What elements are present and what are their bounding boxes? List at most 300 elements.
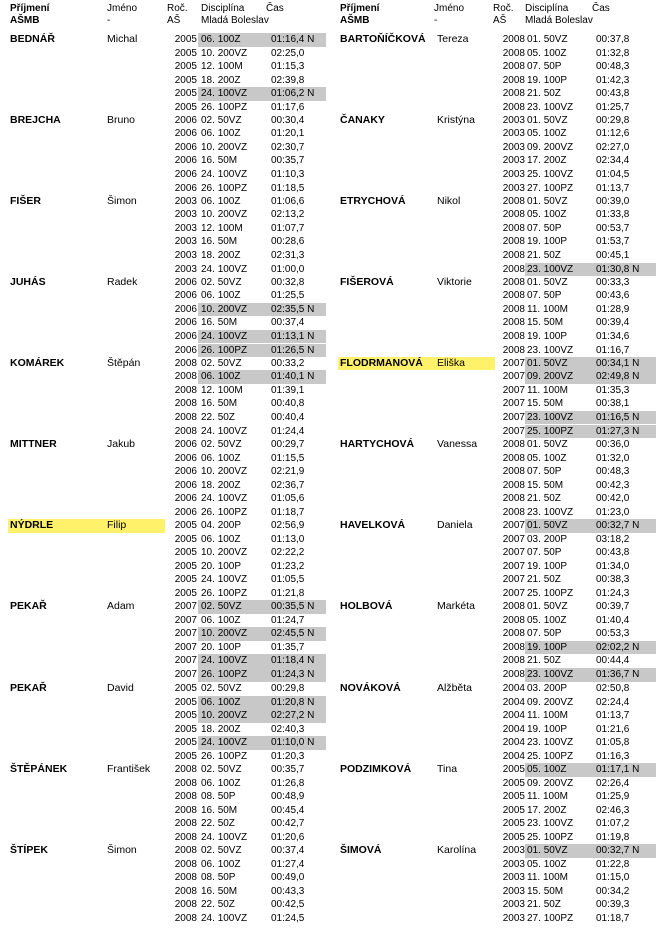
result-time: 00:28,6 bbox=[271, 236, 305, 248]
result-year: 2003 bbox=[174, 209, 197, 221]
result-year: 2005 bbox=[174, 723, 197, 735]
result-discipline: 50VZ bbox=[543, 276, 568, 288]
result-discipline: 100VZ bbox=[543, 411, 574, 423]
result-time: 02:13,2 bbox=[271, 209, 305, 221]
result-event bbox=[527, 33, 568, 47]
result-event bbox=[201, 723, 240, 737]
result-time: 01:12,6 bbox=[596, 128, 630, 140]
result-discipline: 100M bbox=[542, 710, 568, 722]
result-year: 2003 bbox=[502, 168, 525, 180]
result-time: 02:27,0 bbox=[596, 141, 630, 153]
result-discipline: 50VZ bbox=[543, 520, 568, 531]
result-event-number: 24. bbox=[201, 493, 215, 505]
result-discipline: 200P bbox=[543, 683, 568, 694]
result-time: 00:43,8 bbox=[596, 88, 630, 100]
result-event-number: 24. bbox=[201, 737, 215, 749]
result-discipline: 100VZ bbox=[217, 168, 248, 180]
result-time: 01:18,7 bbox=[596, 913, 630, 924]
result-event-number: 05. bbox=[527, 128, 541, 140]
result-time: 01:42,3 bbox=[596, 74, 630, 86]
header-surname-line2: AŠMB bbox=[340, 14, 370, 26]
result-discipline: 50M bbox=[217, 155, 238, 167]
result-discipline: 100P bbox=[543, 330, 568, 342]
result-event bbox=[527, 804, 566, 818]
result-event bbox=[201, 479, 240, 493]
result-year: 2005 bbox=[174, 560, 197, 572]
result-discipline: 50Z bbox=[217, 899, 235, 911]
result-time: 02:46,3 bbox=[596, 804, 630, 816]
result-year: 2003 bbox=[502, 899, 525, 911]
result-row bbox=[330, 790, 660, 804]
result-event-number: 02. bbox=[201, 276, 215, 288]
result-year: 2003 bbox=[174, 263, 197, 275]
result-event bbox=[201, 736, 247, 750]
result-time: 02:49,8 N bbox=[596, 371, 640, 383]
result-discipline: 100VZ bbox=[543, 263, 574, 275]
result-time: 00:49,0 bbox=[271, 872, 305, 884]
result-discipline: 100M bbox=[217, 384, 243, 396]
result-time: 00:39,3 bbox=[596, 899, 630, 911]
result-event bbox=[201, 750, 247, 764]
result-discipline: 100Z bbox=[217, 34, 241, 45]
result-time: 01:16,4 N bbox=[271, 34, 315, 45]
result-event bbox=[527, 546, 561, 560]
result-year: 2008 bbox=[502, 195, 525, 207]
result-year: 2008 bbox=[502, 330, 525, 342]
result-time: 02:31,3 bbox=[271, 249, 305, 261]
result-event bbox=[201, 871, 235, 885]
result-event bbox=[201, 465, 247, 479]
swimmer-given-name: Markéta bbox=[437, 600, 475, 612]
result-row bbox=[330, 127, 660, 141]
result-event-number: 07. bbox=[527, 466, 541, 478]
result-row bbox=[330, 154, 660, 168]
result-year: 2005 bbox=[174, 588, 197, 599]
result-event bbox=[527, 750, 573, 764]
result-event-number: 23. bbox=[527, 507, 541, 518]
result-event bbox=[201, 641, 241, 655]
result-year: 2008 bbox=[174, 357, 197, 369]
result-year: 2008 bbox=[502, 655, 525, 667]
result-year: 2005 bbox=[174, 47, 197, 59]
header-discipline-line2: Mladá Boleslav bbox=[201, 14, 269, 26]
result-discipline: 100VZ bbox=[543, 669, 574, 680]
result-event-number: 24. bbox=[201, 574, 215, 586]
result-event bbox=[201, 370, 240, 384]
result-time: 00:48,3 bbox=[596, 466, 630, 478]
swimmer-surname: ŠIMOVÁ bbox=[340, 844, 382, 856]
result-year: 2007 bbox=[502, 384, 525, 396]
result-event bbox=[527, 844, 568, 858]
result-year: 2005 bbox=[174, 574, 197, 586]
result-event-number: 10. bbox=[201, 628, 215, 640]
result-event-number: 08. bbox=[201, 791, 215, 803]
result-year: 2008 bbox=[174, 804, 197, 816]
result-time: 01:20,8 N bbox=[271, 696, 315, 708]
result-discipline: 50VZ bbox=[217, 114, 242, 126]
result-row bbox=[330, 465, 660, 479]
result-row bbox=[330, 425, 660, 439]
result-discipline: 200VZ bbox=[217, 47, 248, 59]
result-event-number: 07. bbox=[527, 222, 541, 234]
result-time: 02:39,8 bbox=[271, 74, 305, 86]
result-time: 02:36,7 bbox=[271, 479, 305, 491]
result-event-number: 17. bbox=[527, 804, 541, 816]
result-event-number: 26. bbox=[201, 751, 215, 762]
result-row bbox=[330, 33, 660, 47]
result-time: 01:24,3 N bbox=[271, 669, 315, 680]
result-row bbox=[0, 357, 330, 371]
result-time: 01:26,8 bbox=[271, 777, 305, 789]
result-event bbox=[201, 682, 242, 696]
result-event-number: 23. bbox=[527, 737, 541, 749]
result-time: 01:24,4 bbox=[271, 425, 305, 437]
result-year: 2007 bbox=[502, 357, 525, 369]
result-row bbox=[0, 533, 330, 547]
result-year: 2005 bbox=[502, 818, 525, 830]
result-discipline: 50M bbox=[217, 804, 238, 816]
result-time: 01:40,4 bbox=[596, 614, 630, 626]
header-given-line1: Jméno bbox=[107, 3, 138, 14]
result-year: 2005 bbox=[174, 88, 197, 100]
result-row bbox=[330, 506, 660, 520]
result-event-number: 02. bbox=[201, 357, 215, 369]
result-event-number: 25. bbox=[527, 832, 541, 843]
result-event bbox=[201, 195, 240, 209]
result-event bbox=[201, 289, 240, 303]
result-year: 2008 bbox=[502, 466, 525, 478]
result-row bbox=[330, 276, 660, 290]
result-event-number: 01. bbox=[527, 845, 541, 856]
result-event-number: 01. bbox=[527, 357, 541, 369]
result-time: 01:05,5 bbox=[271, 574, 305, 586]
result-year: 2008 bbox=[502, 493, 525, 505]
result-event-number: 16. bbox=[201, 317, 215, 329]
result-event bbox=[201, 546, 247, 560]
result-event-number: 23. bbox=[527, 102, 541, 113]
result-year: 2007 bbox=[174, 614, 197, 626]
result-event-number: 24. bbox=[201, 88, 215, 100]
result-year: 2005 bbox=[174, 520, 197, 531]
result-time: 00:35,7 bbox=[271, 155, 305, 167]
result-event bbox=[201, 330, 247, 344]
result-row bbox=[330, 141, 660, 155]
result-row bbox=[0, 303, 330, 317]
result-row bbox=[0, 885, 330, 899]
result-year: 2003 bbox=[502, 141, 525, 153]
result-row bbox=[330, 533, 660, 547]
result-event bbox=[201, 276, 242, 290]
result-discipline: 100VZ bbox=[217, 913, 248, 924]
result-year: 2005 bbox=[502, 791, 525, 803]
result-row bbox=[0, 33, 330, 47]
result-event-number: 15. bbox=[527, 398, 541, 410]
result-event bbox=[201, 573, 247, 587]
result-row bbox=[330, 492, 660, 506]
result-time: 01:06,2 N bbox=[271, 88, 315, 100]
result-event-number: 27. bbox=[527, 182, 541, 194]
result-event bbox=[527, 723, 567, 737]
swimmer-given-name: Radek bbox=[107, 275, 138, 288]
swimmer-given-name: Štěpán bbox=[107, 356, 141, 369]
result-row bbox=[0, 195, 330, 209]
result-time: 01:18,5 bbox=[271, 182, 305, 194]
result-row bbox=[330, 817, 660, 831]
result-event-number: 10. bbox=[201, 710, 215, 722]
result-discipline: 200VZ bbox=[217, 303, 248, 315]
result-row bbox=[330, 560, 660, 574]
result-row bbox=[330, 303, 660, 317]
result-event bbox=[201, 519, 241, 533]
result-discipline: 100M bbox=[542, 872, 568, 884]
result-row bbox=[0, 668, 330, 682]
result-event-number: 25. bbox=[527, 751, 541, 762]
result-year: 2008 bbox=[174, 832, 197, 843]
result-event bbox=[201, 425, 247, 439]
result-discipline: 50P bbox=[543, 628, 562, 640]
result-event bbox=[527, 817, 573, 831]
result-row bbox=[0, 871, 330, 885]
result-time: 00:43,3 bbox=[271, 885, 305, 897]
result-row bbox=[330, 438, 660, 452]
result-time: 01:13,7 bbox=[596, 182, 630, 194]
swimmer-given-name: David bbox=[107, 682, 134, 694]
result-year: 2008 bbox=[174, 764, 197, 775]
result-event bbox=[527, 668, 573, 682]
result-row bbox=[330, 168, 660, 182]
swimmer-given-name: Adam bbox=[107, 600, 135, 612]
result-row bbox=[330, 452, 660, 466]
result-year: 2006 bbox=[174, 276, 197, 288]
result-time: 00:33,2 bbox=[271, 357, 305, 369]
result-event bbox=[527, 182, 573, 196]
result-row bbox=[330, 723, 660, 737]
result-event-number: 12. bbox=[201, 384, 215, 396]
result-discipline: 200VZ bbox=[217, 466, 248, 478]
result-event-number: 05. bbox=[527, 764, 541, 775]
result-event bbox=[527, 736, 573, 750]
result-row bbox=[0, 627, 330, 641]
result-discipline: 100VZ bbox=[543, 818, 574, 830]
swimmer-surname: KOMÁREK bbox=[10, 356, 65, 369]
result-row bbox=[330, 249, 660, 263]
result-event-number: 05. bbox=[527, 858, 541, 870]
result-discipline: 50M bbox=[217, 885, 238, 897]
result-row bbox=[0, 60, 330, 74]
result-event-number: 18. bbox=[201, 74, 215, 86]
result-event-number: 10. bbox=[201, 547, 215, 559]
header-surname bbox=[340, 3, 379, 26]
result-event-number: 15. bbox=[527, 479, 541, 491]
result-year: 2008 bbox=[502, 439, 525, 450]
result-time: 01:23,0 bbox=[596, 507, 630, 518]
result-row bbox=[330, 885, 660, 899]
result-event bbox=[527, 222, 561, 236]
swimmer-surname: PEKAŘ bbox=[10, 682, 47, 694]
result-year: 2003 bbox=[502, 114, 525, 126]
swimmer-surname: JUHÁS bbox=[10, 275, 46, 288]
result-year: 2007 bbox=[502, 425, 525, 437]
result-row bbox=[0, 492, 330, 506]
result-year: 2008 bbox=[174, 913, 197, 924]
header-time-line1: Čas bbox=[266, 3, 284, 14]
result-year: 2008 bbox=[502, 507, 525, 518]
result-discipline: 200VZ bbox=[543, 371, 574, 383]
result-event bbox=[527, 47, 566, 61]
result-event-number: 23. bbox=[527, 263, 541, 275]
result-discipline: 50M bbox=[543, 885, 564, 897]
result-event bbox=[527, 479, 563, 493]
result-discipline: 200VZ bbox=[217, 209, 248, 221]
result-time: 00:38,1 bbox=[596, 398, 630, 410]
result-discipline: 100Z bbox=[217, 195, 241, 207]
result-time: 01:20,1 bbox=[271, 128, 305, 140]
result-year: 2006 bbox=[174, 479, 197, 491]
result-time: 01:40,1 N bbox=[271, 371, 315, 383]
result-row bbox=[0, 141, 330, 155]
result-event bbox=[527, 654, 561, 668]
result-event bbox=[527, 357, 568, 371]
header-year-line2: AŠ bbox=[167, 14, 181, 26]
result-row bbox=[330, 87, 660, 101]
result-row bbox=[330, 709, 660, 723]
result-row bbox=[330, 600, 660, 614]
result-event-number: 16. bbox=[201, 804, 215, 816]
result-discipline: 50P bbox=[543, 222, 562, 234]
result-year: 2005 bbox=[174, 533, 197, 545]
result-event bbox=[201, 182, 247, 196]
swimmer-given-name: Viktorie bbox=[437, 275, 472, 288]
result-event-number: 06. bbox=[201, 290, 215, 302]
result-year: 2007 bbox=[174, 669, 197, 680]
result-row bbox=[0, 817, 330, 831]
result-event bbox=[527, 506, 573, 520]
result-event-number: 11. bbox=[527, 710, 541, 722]
result-time: 01:00,0 bbox=[271, 263, 305, 275]
result-year: 2005 bbox=[174, 696, 197, 708]
result-event bbox=[201, 600, 242, 614]
result-event-number: 21. bbox=[527, 655, 541, 667]
result-year: 2007 bbox=[502, 547, 525, 559]
swimmer-surname: HARTYCHOVÁ bbox=[340, 438, 415, 450]
result-event bbox=[201, 587, 247, 601]
result-event-number: 06. bbox=[201, 195, 215, 207]
result-event-number: 05. bbox=[527, 209, 541, 221]
result-time: 02:21,9 bbox=[271, 466, 305, 478]
result-discipline: 100Z bbox=[217, 614, 241, 626]
result-event bbox=[527, 87, 561, 101]
result-row bbox=[0, 763, 330, 777]
result-event-number: 03. bbox=[527, 683, 541, 694]
swimmer-given-name: Kristýna bbox=[437, 113, 475, 126]
result-year: 2005 bbox=[174, 737, 197, 749]
result-discipline: 100VZ bbox=[543, 344, 574, 356]
result-event bbox=[201, 777, 240, 791]
result-discipline: 100PZ bbox=[543, 182, 574, 194]
swimmer-surname: FIŠER bbox=[10, 194, 41, 207]
result-time: 01:13,0 bbox=[271, 533, 305, 545]
result-discipline: 50VZ bbox=[543, 34, 568, 45]
result-row bbox=[0, 709, 330, 723]
result-year: 2005 bbox=[174, 61, 197, 73]
result-discipline: 100Z bbox=[217, 696, 241, 708]
result-event bbox=[527, 141, 573, 155]
result-discipline: 100Z bbox=[217, 858, 241, 870]
result-event bbox=[527, 114, 568, 128]
result-year: 2006 bbox=[174, 128, 197, 140]
result-row bbox=[0, 370, 330, 384]
header-surname-line1: Příjmení bbox=[10, 3, 50, 14]
result-discipline: 100PZ bbox=[543, 751, 574, 762]
result-row bbox=[0, 465, 330, 479]
swimmer-surname: FLODRMANOVÁ bbox=[340, 356, 423, 369]
result-discipline: 50VZ bbox=[217, 357, 242, 369]
result-time: 01:32,0 bbox=[596, 452, 630, 464]
result-discipline: 100Z bbox=[217, 777, 241, 789]
result-time: 01:15,0 bbox=[596, 872, 630, 884]
result-discipline: 100PZ bbox=[543, 588, 574, 599]
result-event bbox=[527, 465, 561, 479]
result-event-number: 11. bbox=[527, 872, 541, 884]
result-year: 2003 bbox=[502, 872, 525, 884]
result-time: 02:34,4 bbox=[596, 155, 630, 167]
swimmer-given-name: Bruno bbox=[107, 113, 136, 126]
result-event bbox=[527, 573, 561, 587]
result-discipline: 200VZ bbox=[217, 628, 248, 640]
result-event-number: 26. bbox=[201, 344, 215, 356]
result-discipline: 100Z bbox=[217, 128, 241, 140]
result-discipline: 100Z bbox=[543, 209, 567, 221]
result-event bbox=[201, 452, 240, 466]
result-year: 2008 bbox=[502, 276, 525, 288]
result-event-number: 06. bbox=[201, 614, 215, 626]
result-discipline: 50P bbox=[543, 61, 562, 73]
result-year: 2007 bbox=[502, 398, 525, 410]
result-event-number: 19. bbox=[527, 641, 541, 653]
result-row bbox=[330, 777, 660, 791]
result-event-number: 26. bbox=[201, 182, 215, 194]
result-time: 00:40,4 bbox=[271, 411, 305, 423]
result-event bbox=[527, 696, 573, 710]
result-event bbox=[201, 492, 247, 506]
header-given bbox=[434, 3, 464, 26]
result-year: 2003 bbox=[502, 128, 525, 140]
result-year: 2005 bbox=[502, 777, 525, 789]
result-year: 2006 bbox=[174, 330, 197, 342]
result-year: 2006 bbox=[174, 507, 197, 518]
result-row bbox=[330, 898, 660, 912]
result-discipline: 100M bbox=[217, 222, 243, 234]
result-discipline: 100Z bbox=[543, 128, 567, 140]
result-discipline: 50M bbox=[543, 479, 564, 491]
result-event bbox=[527, 452, 566, 466]
result-row bbox=[330, 195, 660, 209]
result-row bbox=[0, 438, 330, 452]
result-event bbox=[201, 397, 237, 411]
result-event bbox=[201, 858, 240, 872]
result-time: 01:23,2 bbox=[271, 560, 305, 572]
result-time: 01:24,7 bbox=[271, 614, 305, 626]
result-event bbox=[527, 60, 561, 74]
result-row bbox=[0, 154, 330, 168]
result-row bbox=[0, 546, 330, 560]
result-event bbox=[527, 600, 568, 614]
result-year: 2007 bbox=[502, 574, 525, 586]
header-discipline-line1: Disciplína bbox=[525, 3, 569, 14]
result-time: 00:34,1 N bbox=[596, 357, 640, 369]
result-time: 00:48,9 bbox=[271, 791, 305, 803]
result-discipline: 50Z bbox=[543, 493, 561, 505]
